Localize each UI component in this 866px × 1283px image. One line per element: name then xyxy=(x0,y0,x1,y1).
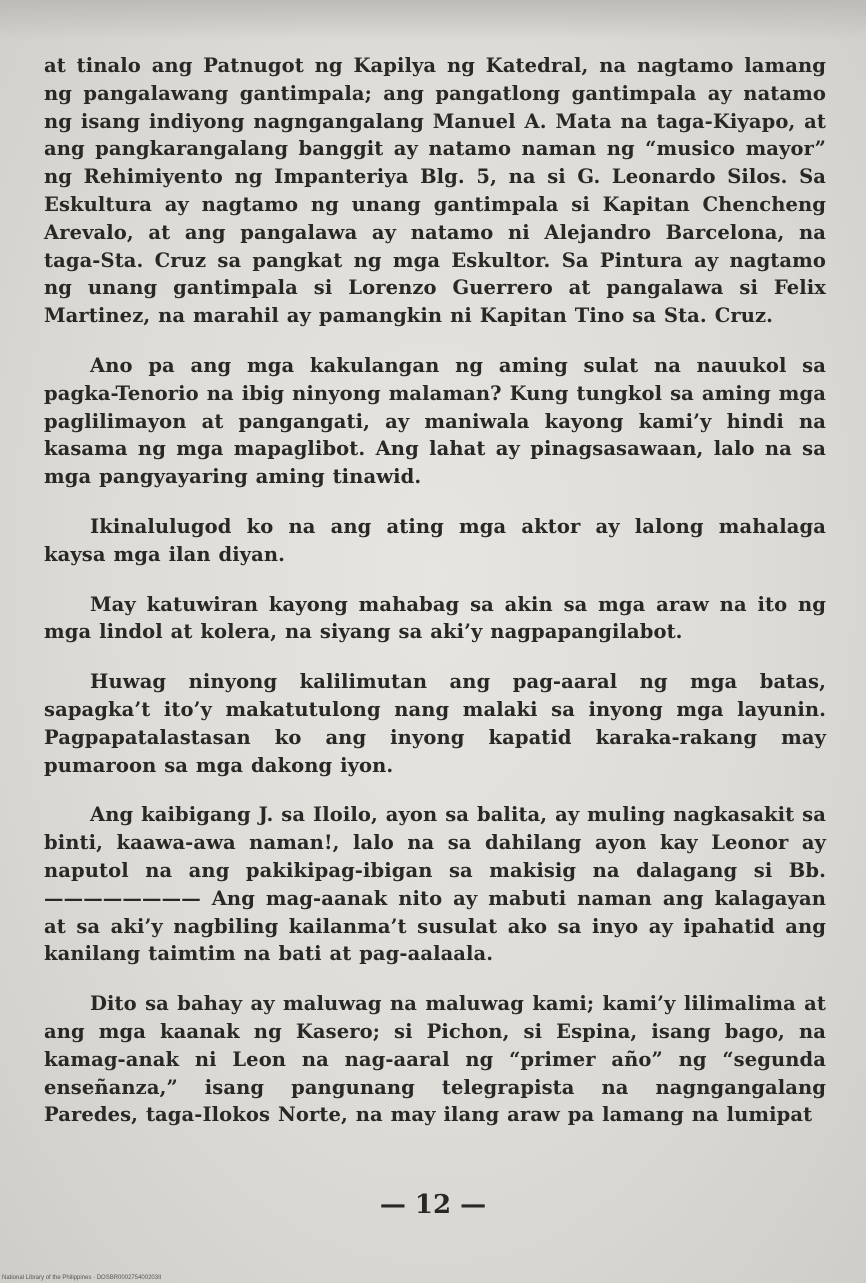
paragraph-4: May katuwiran kayong mahabag sa akin sa mga araw na ito ng mga lindol at kolera, na siyang sa aki’y nagpapangilabot. xyxy=(44,592,826,644)
paragraph-1: at tinalo ang Patnugot ng Kapilya ng Katedral, na nagtamo lamang ng pangalawang gantimpala; ang pangatlong gantimpala ay natamo ng isang indiyong nagngangalang Manuel A. Mata na taga-Kiyapo, at ang pangkarangalang banggit ay natamo naman ng “musico mayor” ng Rehimiyento ng Impanteriya Blg. 5, na si G. Leonardo Silos. Sa Eskultura ay nagtamo ng unang gantimpala si Kapitan Chencheng Arevalo, at ang pangalawa ay natamo ni Alejandro Barcelona, na taga-Sta. Cruz sa pangkat ng mga Eskultor. Sa Pintura ay nagtamo ng unang gantimpala si Lorenzo Guerrero at pangalawa si Felix Martinez, na marahil ay pamangkin ni Kapitan Tino sa Sta. Cruz. xyxy=(44,54,826,328)
paragraph-2: Ano pa ang mga kakulangan ng aming sulat na nauukol sa pagka-Tenorio na ibig ninyong malaman? Kung tungkol sa aming mga paglilimayon at pangangati, ay maniwala kayong kami’y hindi na kasama ng mga mapaglibot. Ang lahat ay pinagsasawaan, lalo na sa mga pangyayaring aming tinawid. xyxy=(44,353,826,489)
page-number: — 12 — xyxy=(379,1190,487,1220)
footer-credit: National Library of the Philippines · DOSBR000275400203II xyxy=(2,1275,162,1281)
paragraph-7: Dito sa bahay ay maluwag na maluwag kami; kami’y lilimalima at ang mga kaanak ng Kasero; si Pichon, si Espina, isang bago, na kamag-anak ni Leon na nag-aaral ng “primer año” ng “segunda enseñanza,” isang pangunang telegrapista na nagngangalang Paredes, taga-Ilokos Norte, na may ilang araw pa lamang na lumipat xyxy=(44,992,826,1127)
paragraph-3: Ikinalulugod ko na ang ating mga aktor ay lalong mahalaga kaysa mga ilan diyan. xyxy=(44,514,826,566)
paragraph-6: Ang kaibigang J. sa Iloilo, ayon sa balita, ay muling nagkasakit sa binti, kaawa-awa naman!, lalo na sa dahilang ayon kay Leonor ay naputol na ang pakikipag-ibigan sa makisig na dalagang si Bb. ———————— Ang mag-aanak nito ay mabuti naman ang kalagayan at sa aki’y nagbiling kailanma’t susulat ako sa inyo ay ipahatid ang kanilang taimtim na bati at pag-aalaala. xyxy=(44,803,826,966)
body-text xyxy=(44,52,826,1129)
paragraph-5: Huwag ninyong kalilimutan ang pag-aaral ng mga batas, sapagka’t ito’y makatutulong nang malaki sa inyong mga layunin. Pagpapatalastasan ko ang inyong kapatid karaka-rakang may pumaroon sa mga dakong iyon. xyxy=(44,670,826,777)
